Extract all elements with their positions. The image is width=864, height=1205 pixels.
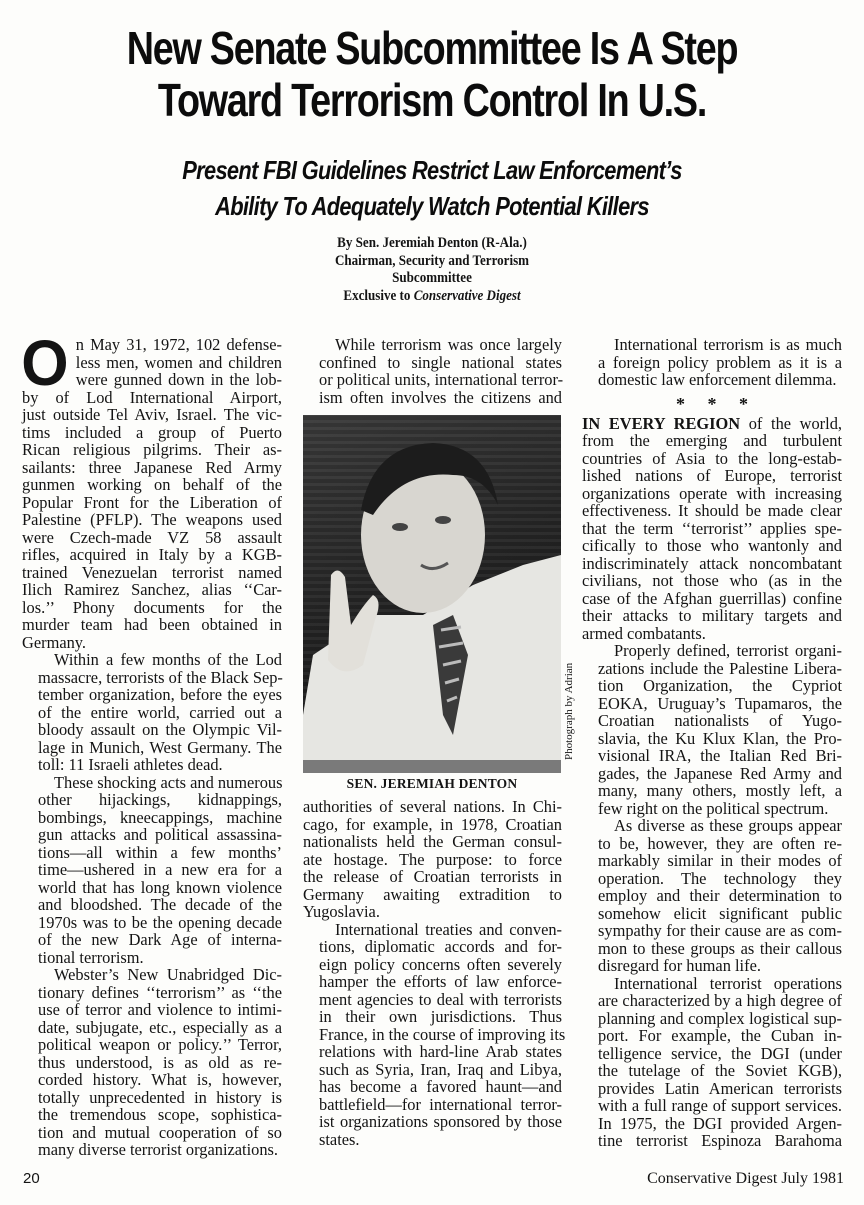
text-line: tions—all within a few months’ — [38, 842, 282, 862]
text-line: many diverse terrorist organizations. — [38, 1140, 279, 1159]
text-line: Palestine (PFLP). The weapons used — [22, 510, 282, 529]
text-line: While terrorism was once largely — [335, 335, 562, 354]
headline-line-2: Toward Terrorism Control In U.S. — [157, 74, 707, 126]
text-line: cago, for example, in 1978, Croatian — [303, 814, 562, 834]
text-line: date, subjugate, etc., especially as a — [38, 1017, 282, 1037]
paragraph-top — [303, 336, 562, 406]
text-line: gun attacks and political assassina- — [38, 825, 282, 844]
text-line: from the emerging and turbulent — [582, 431, 842, 450]
text-line: slavia, the Ku Klux Klan, the Pro- — [598, 728, 842, 748]
subheadline — [69, 152, 795, 224]
text-line: Yugoslavia. — [303, 902, 380, 921]
text-line: time—ushered in a new era for a — [38, 860, 282, 879]
text-line: tine terrorist Espinoza Barahoma — [598, 1131, 842, 1150]
headline — [78, 22, 786, 126]
text-line: were gunned down in the lob- — [75, 370, 282, 389]
text-line: visional IRA, the Italian Red Bri- — [598, 746, 842, 765]
text-line: markably similar in their modes of — [598, 851, 842, 870]
text-line: states. — [319, 1129, 360, 1149]
text-line: Croatian nationalists of Yugo- — [598, 711, 842, 730]
paragraph-1 — [582, 336, 842, 389]
byline-exclusive-prefix: Exclusive to — [343, 287, 414, 304]
text-line: gunmen working on behalf of the — [22, 475, 282, 494]
text-line: In 1975, the DGI provided Argen- — [598, 1113, 842, 1133]
text-line: tion Organization, the Cypriot — [598, 676, 842, 695]
text-line: rifles, acquired in Italy by a KGB- — [22, 545, 282, 564]
text-line: tember organization, before the eyes — [38, 685, 282, 704]
text-line: a foreign policy problem as it is a — [598, 352, 842, 372]
text-line: the tremendous scope, sophistica- — [38, 1105, 282, 1124]
text-line: ment agencies to deal with terrorists — [319, 989, 562, 1009]
text-line: are characterized by a high degree of — [598, 991, 842, 1010]
text-line: such as Syria, Iran, Iraq and Libya, — [319, 1059, 562, 1079]
text-line: just outside Tel Aviv, Israel. The vic- — [22, 405, 282, 424]
text-line: to be, however, they are often re- — [598, 833, 842, 853]
text-line: telligence service, the DGI (under — [598, 1043, 842, 1063]
text-line: tionary defines ‘‘terrorism’’ as ‘‘the — [38, 982, 282, 1002]
lead-in-rest: of the world, — [740, 413, 842, 433]
byline-exclusive — [43, 288, 821, 306]
text-line: n May 31, 1972, 102 defense- — [75, 335, 282, 354]
text-line: sailants: three Japanese Red Army — [22, 457, 282, 477]
text-line: Properly defined, terrorist organi- — [614, 641, 842, 660]
text-line: gades, the Japanese Red Army and — [598, 763, 842, 783]
text-line: authorities of several nations. In Chi- — [303, 797, 562, 816]
article-column-2-continued — [303, 797, 566, 1149]
text-line: of the entire world, carried out a — [38, 702, 282, 722]
text-line: cifically to those who wantonly and — [582, 536, 842, 555]
text-line: the tutelage of the Soviet KGB), — [598, 1061, 842, 1080]
publication-date: Conservative Digest July 1981 — [647, 1170, 844, 1187]
text-line: lished nations of Europe, terrorist — [582, 466, 842, 485]
drop-cap: O — [21, 327, 69, 399]
text-line: International terrorism is as much — [614, 335, 842, 354]
text-line: employ and their determination to — [598, 886, 842, 905]
page-number: 20 — [23, 1170, 40, 1187]
text-line: were Czech-made VZ 58 assault — [22, 527, 282, 547]
text-line: effectiveness. It should be made clear — [582, 501, 842, 520]
text-line — [582, 415, 842, 433]
text-line: zations include the Palestine Libera- — [598, 658, 842, 678]
text-line: These shocking acts and numerous — [54, 772, 283, 792]
text-line: International terrorist operations — [614, 973, 842, 993]
article-column-2 — [303, 336, 562, 406]
text-line: case of the Afghan guerrillas) confine — [582, 588, 842, 608]
paragraph-1 — [21, 327, 282, 652]
portrait-photo-icon — [303, 415, 561, 773]
paragraph-5 — [582, 975, 842, 1150]
text-line: 1970s was to be the opening decade — [38, 912, 282, 932]
text-line: battlefield—for international terror- — [319, 1094, 562, 1114]
text-line: has become a favored haunt—and — [319, 1077, 562, 1096]
byline — [43, 235, 821, 305]
text-line: relations with hard-line Arab states — [319, 1042, 562, 1061]
text-line: by of Lod International Airport, — [22, 387, 282, 407]
paragraph-3 — [582, 642, 842, 817]
text-line: confined to single national states — [319, 352, 562, 372]
text-line: of the new Dark Age of interna- — [38, 930, 282, 949]
paragraph-1 — [303, 798, 562, 921]
text-line: or political units, international terror- — [319, 370, 564, 389]
senator-photo — [303, 415, 561, 773]
headline-line-1: New Senate Subcommittee Is A Step — [126, 22, 738, 74]
text-line: eign policy concerns often severely — [319, 954, 562, 974]
text-line: thus understood, is as old as re- — [38, 1052, 282, 1072]
text-line: Ilich Ramirez Sanchez, alias ‘‘Car- — [22, 580, 282, 599]
text-line: that the term ‘‘terrorist’’ applies spe- — [582, 518, 842, 538]
text-line: world that has long known violence — [38, 877, 282, 897]
text-line: many, many others, mostly left, a — [598, 781, 842, 800]
text-line: Within a few months of the Lod — [54, 650, 282, 669]
text-line: totally unprecedented in history is — [38, 1087, 282, 1107]
section-break-asterisks: * * * — [676, 393, 748, 414]
subheadline-line-2: Ability To Adequately Watch Potential Killers — [215, 191, 649, 221]
text-line: disregard for human life. — [598, 956, 761, 975]
text-line: tions, diplomatic accords and for- — [319, 937, 562, 956]
text-line: few right on the political spectrum. — [598, 798, 829, 818]
article-column-3 — [582, 336, 842, 1150]
text-line: armed combatants. — [582, 623, 706, 643]
paragraph-2 — [582, 415, 842, 643]
text-line: political weapon or policy.’’ Terror, — [38, 1035, 282, 1054]
text-line: As diverse as these groups appear — [614, 816, 842, 835]
text-line: murder team had been obtained in — [22, 615, 282, 634]
text-line: Rican religious pilgrims. Their as- — [22, 440, 282, 459]
text-line: International treaties and conven- — [335, 919, 562, 939]
text-line: Germany awaiting extradition to — [303, 884, 562, 904]
text-line: use of terror and violence to intimi- — [38, 1000, 282, 1019]
text-line: indiscriminately attack noncombatant — [582, 553, 842, 573]
lead-in-bold: IN EVERY REGION — [582, 413, 741, 433]
article-column-1 — [21, 327, 283, 1159]
text-line: planning and complex logistical sup- — [598, 1008, 842, 1028]
byline-title-2: Subcommittee — [392, 270, 472, 286]
text-line: ism often involves the citizens and — [319, 387, 562, 407]
text-line: corded history. What is, however, — [38, 1070, 282, 1089]
text-line: los.’’ Phony documents for the — [22, 597, 282, 617]
text-line: port. For example, the Cuban in- — [598, 1026, 842, 1045]
text-line: civilians, not those who (as in the — [582, 571, 842, 590]
text-line: bloody assault on the Olympic Vil- — [38, 720, 282, 739]
text-line: and bloodshed. The decade of the — [38, 895, 282, 914]
text-line: France, in the course of improving its — [319, 1024, 566, 1044]
text-line: EOKA, Uruguay’s Tupamaros, the — [598, 693, 842, 713]
byline-author: By Sen. Jeremiah Denton (R-Ala.) — [337, 235, 527, 251]
text-line: other hijackings, kidnappings, — [38, 790, 282, 809]
text-line: Germany. — [22, 632, 87, 652]
text-line: hamper the efforts of law enforce- — [319, 972, 562, 991]
text-line: their attacks to military targets and — [582, 606, 842, 625]
text-line: trained Venezuelan terrorist named — [22, 562, 282, 582]
text-line: operation. The technology they — [598, 868, 842, 888]
text-line: somehow elicit significant public — [598, 903, 842, 923]
text-line: domestic law enforcement dilemma. — [598, 370, 837, 389]
paragraph-4 — [22, 966, 282, 1159]
text-line: less men, women and children — [75, 352, 282, 372]
text-line: Webster’s New Unabridged Dic- — [54, 965, 282, 984]
text-line: toll: 11 Israeli athletes dead. — [38, 755, 223, 774]
text-line: mon to these groups as their callous — [598, 938, 842, 958]
text-line: bombings, kneecappings, machine — [38, 807, 282, 827]
text-line: Popular Front for the Liberation of — [22, 492, 282, 512]
text-line: massacre, terrorists of the Black Sep- — [38, 667, 283, 687]
text-line: the release of Croatian terrorists in — [303, 867, 562, 886]
text-line: tional terrorism. — [38, 947, 144, 967]
text-line: nationalists held the German consul- — [303, 832, 562, 851]
text-line: in their own jurisdictions. Thus — [319, 1007, 562, 1026]
paragraph-3 — [22, 774, 282, 967]
photo-credit: Photograph by Adrian — [563, 662, 575, 760]
text-line: provides Latin American terrorists — [598, 1078, 842, 1098]
text-line: lage in Munich, West Germany. The — [38, 737, 282, 757]
text-line: countries of Asia to the long-estab- — [582, 448, 842, 468]
text-line: with a full range of support services. — [598, 1096, 842, 1115]
byline-publication: Conservative Digest — [413, 287, 521, 304]
byline-title-1: Chairman, Security and Terrorism — [334, 252, 530, 269]
text-line: ate hostage. The purpose: to force — [303, 849, 562, 869]
text-line: organizations operate with increasing — [582, 483, 842, 503]
text-line: tims included a group of Puerto — [22, 422, 282, 442]
subheadline-line-1: Present FBI Guidelines Restrict Law Enforcement’s — [182, 155, 682, 185]
paragraph-2 — [22, 651, 282, 774]
photo-caption: SEN. JEREMIAH DENTON — [346, 776, 518, 791]
paragraph-2 — [303, 919, 566, 1149]
text-line: sympathy for their cause are as com- — [598, 921, 842, 940]
paragraph-4 — [582, 817, 842, 975]
text-line: ist organizations sponsored by those — [319, 1112, 562, 1131]
text-line: tion and mutual cooperation of so — [38, 1122, 282, 1142]
